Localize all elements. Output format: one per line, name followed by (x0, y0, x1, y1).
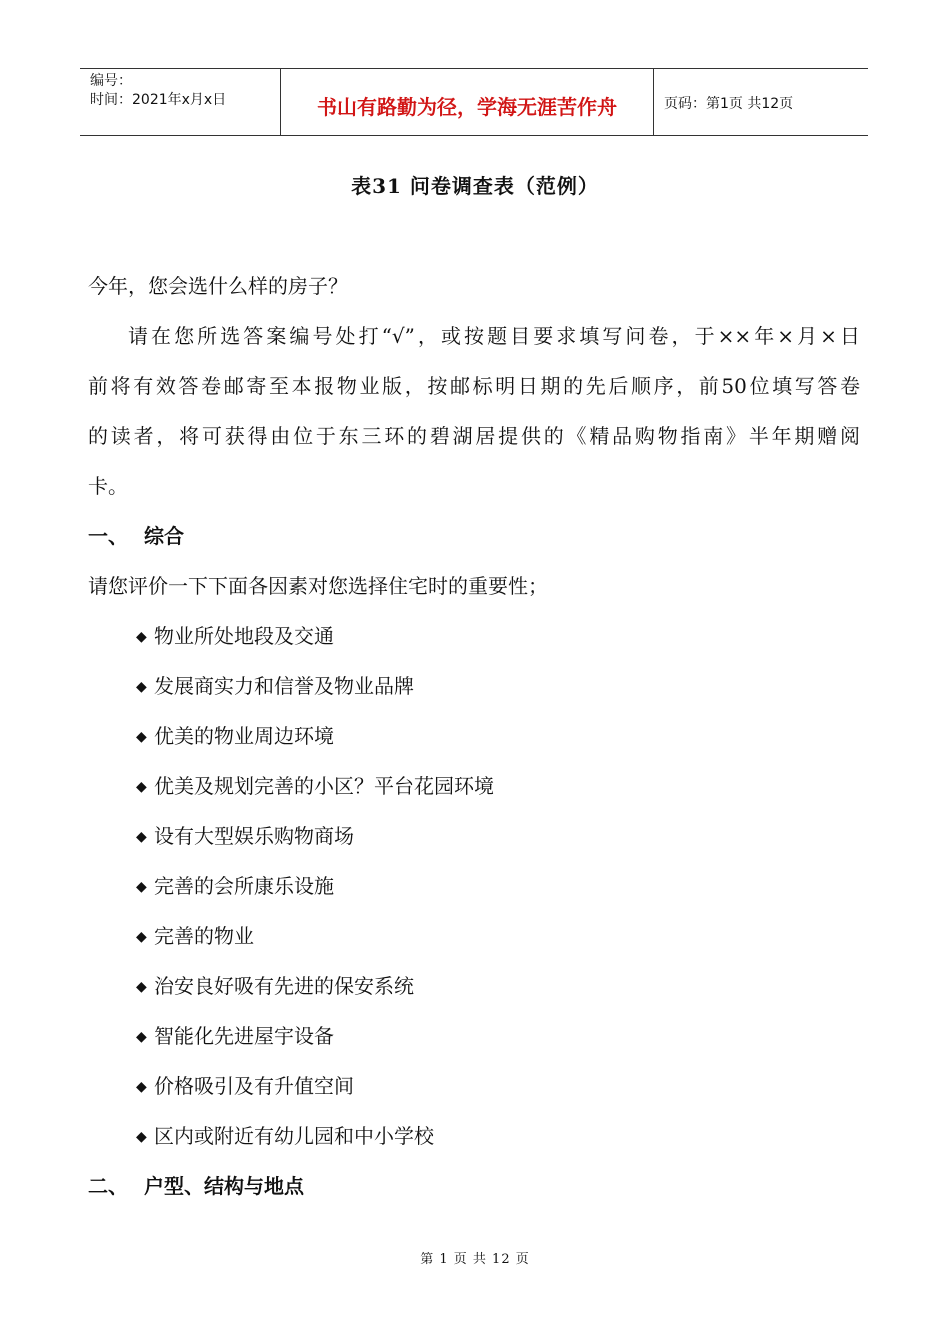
list-item (136, 670, 414, 699)
diamond-bullet-icon: ◆ (136, 779, 147, 795)
list-item (136, 720, 334, 749)
header-page-info: 页码：第1页 共12页 (664, 96, 794, 112)
list-item-label: 优美的物业周边环境 (154, 724, 334, 748)
diamond-bullet-icon: ◆ (136, 929, 147, 945)
page-footer: 第 1 页 共 12 页 (420, 1252, 530, 1267)
list-item (136, 920, 254, 949)
section-title: 户型、结构与地点 (144, 1174, 304, 1198)
diamond-bullet-icon: ◆ (136, 979, 147, 995)
list-item (136, 1070, 354, 1099)
diamond-bullet-icon: ◆ (136, 729, 147, 745)
survey-question: 今年，您会选什么样的房子？ (88, 274, 348, 298)
diamond-bullet-icon: ◆ (136, 829, 147, 845)
list-item-label: 完善的物业 (154, 924, 254, 948)
list-item-label: 价格吸引及有升值空间 (154, 1074, 354, 1098)
diamond-bullet-icon: ◆ (136, 1129, 147, 1145)
list-item-label: 设有大型娱乐购物商场 (154, 824, 354, 848)
section-number: 一、 (88, 524, 128, 548)
list-item-label: 发展商实力和信誉及物业品牌 (154, 674, 414, 698)
diamond-bullet-icon: ◆ (136, 629, 147, 645)
list-item-label: 物业所处地段及交通 (154, 624, 334, 648)
list-item-label: 区内或附近有幼儿园和中小学校 (154, 1124, 434, 1148)
document-title: 表31 问卷调查表（范例） (351, 174, 599, 198)
section-prompt: 请您评价一下下面各因素对您选择住宅时的重要性； (88, 574, 548, 598)
list-item-label: 优美及规划完善的小区？平台花园环境 (154, 774, 494, 798)
list-item (136, 1020, 334, 1049)
list-item (136, 770, 494, 799)
list-item (136, 870, 334, 899)
list-item (136, 820, 354, 849)
header-motto: 书山有路勤为径，学海无涯苦作舟 (281, 69, 654, 135)
page-header (80, 68, 868, 136)
list-item-label: 治安良好吸有先进的保安系统 (154, 974, 414, 998)
intro-line-2: 前将有效答卷邮寄至本报物业版，按邮标明日期的先后顺序，前50位填写答卷 (88, 374, 860, 398)
intro-line-3: 的读者，将可获得由位于东三环的碧湖居提供的《精品购物指南》半年期赠阅 (88, 424, 860, 448)
diamond-bullet-icon: ◆ (136, 1079, 147, 1095)
time-label: 时间：2021年x月x日 (90, 92, 227, 108)
intro-line-1: 请在您所选答案编号处打“√”，或按题目要求填写问卷，于××年×月×日 (128, 324, 860, 348)
list-item (136, 620, 334, 649)
list-item-label: 完善的会所康乐设施 (154, 874, 334, 898)
section-title: 综合 (144, 524, 184, 548)
diamond-bullet-icon: ◆ (136, 679, 147, 695)
section-heading-1 (88, 520, 184, 549)
section-heading-2 (88, 1170, 304, 1199)
section-number: 二、 (88, 1174, 128, 1198)
list-item (136, 970, 414, 999)
list-item (136, 1120, 434, 1149)
header-meta (80, 69, 281, 135)
diamond-bullet-icon: ◆ (136, 879, 147, 895)
diamond-bullet-icon: ◆ (136, 1029, 147, 1045)
intro-line-4: 卡。 (88, 474, 128, 498)
list-item-label: 智能化先进屋宇设备 (154, 1024, 334, 1048)
number-label: 编号： (90, 73, 132, 89)
